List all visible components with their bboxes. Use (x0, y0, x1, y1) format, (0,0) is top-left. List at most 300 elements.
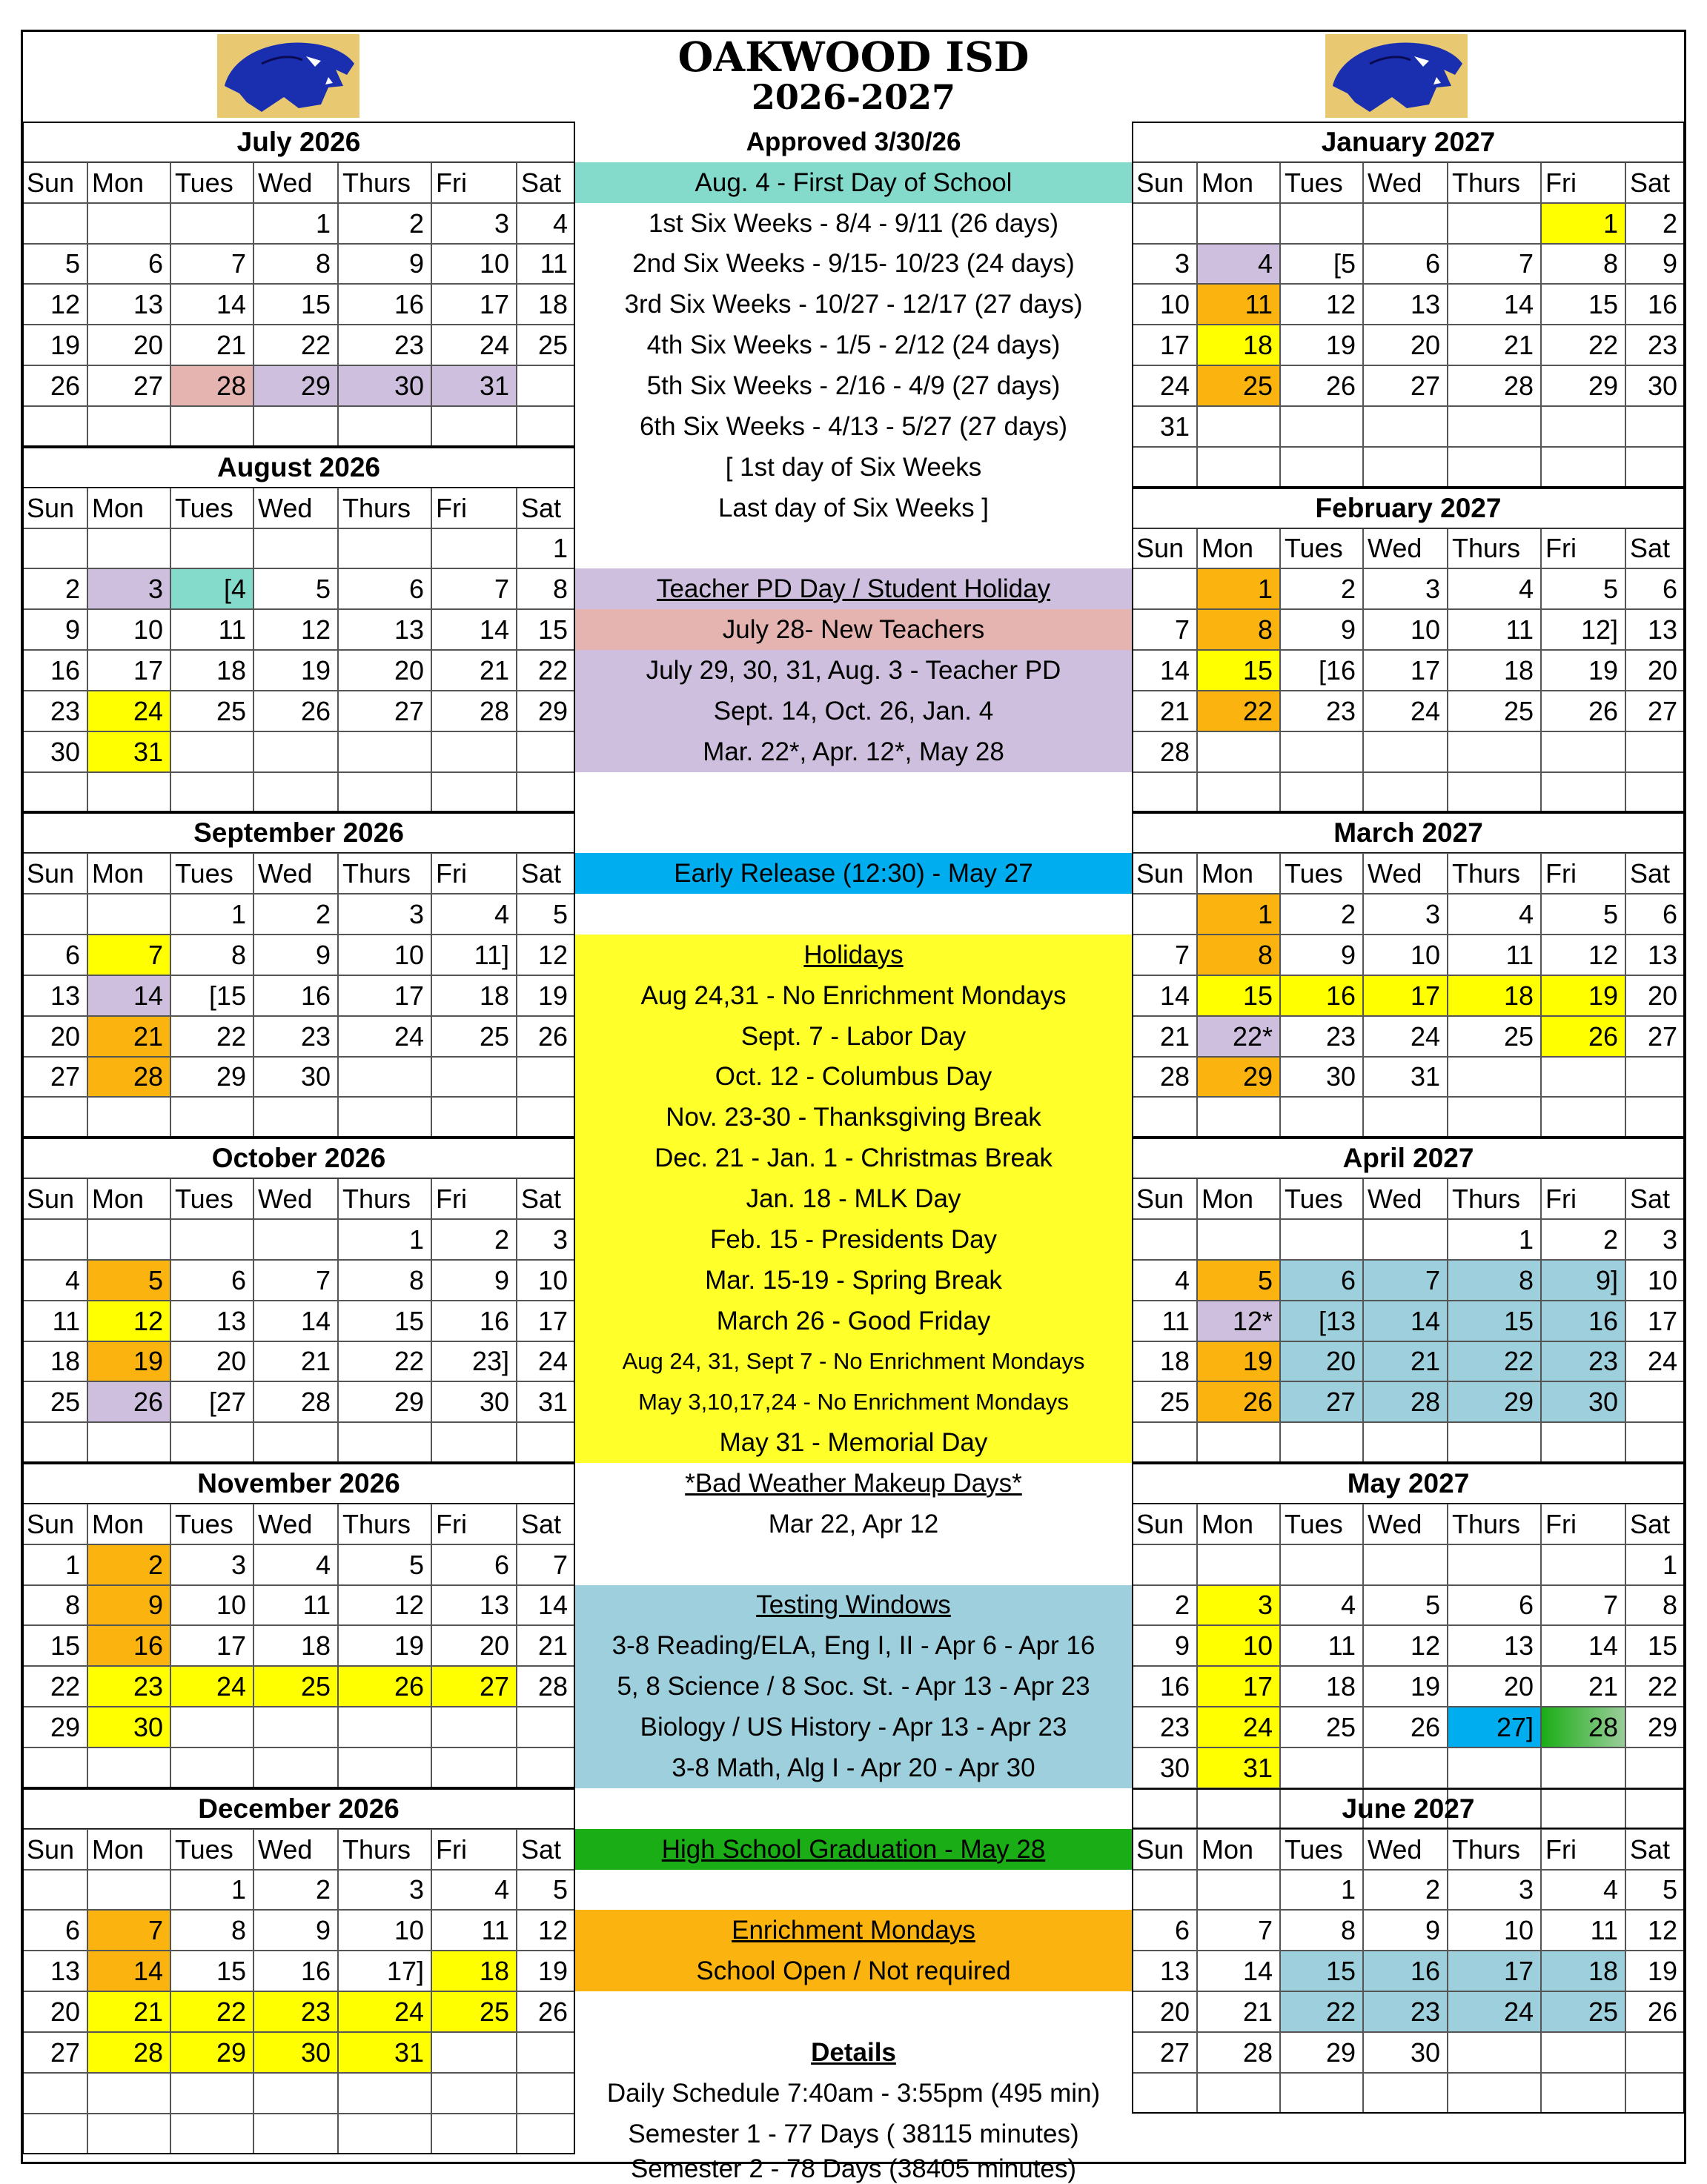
day-cell[interactable]: 12] (1541, 609, 1625, 650)
day-cell[interactable]: 29 (1197, 1057, 1280, 1097)
day-cell[interactable]: 11 (1448, 609, 1541, 650)
day-cell[interactable]: 12 (338, 1585, 431, 1625)
day-cell[interactable]: 25 (1541, 1991, 1625, 2032)
day-cell[interactable]: 12 (517, 1910, 575, 1951)
day-cell[interactable]: 6 (22, 935, 87, 975)
day-cell[interactable]: 8 (517, 568, 575, 609)
day-cell[interactable]: 10 (1448, 1910, 1541, 1951)
day-cell[interactable]: 17 (1448, 1951, 1541, 1991)
day-cell[interactable]: 28 (517, 1666, 575, 1707)
day-cell[interactable]: 12 (22, 284, 87, 325)
day-cell[interactable]: 5 (338, 1544, 431, 1585)
day-cell[interactable]: 28 (1132, 731, 1197, 772)
day-cell[interactable]: 19 (1541, 975, 1625, 1016)
day-cell[interactable]: 29 (1625, 1707, 1685, 1747)
day-cell[interactable]: 29 (1448, 1381, 1541, 1422)
day-cell[interactable]: 15 (1625, 1625, 1685, 1666)
day-cell[interactable]: 24 (1197, 1707, 1280, 1747)
day-cell[interactable]: 23 (253, 1016, 338, 1057)
day-cell[interactable]: 18 (253, 1625, 338, 1666)
day-cell[interactable]: 30 (1132, 1747, 1197, 1788)
day-cell[interactable]: 8 (170, 1910, 253, 1951)
day-cell[interactable]: 3 (1363, 894, 1448, 935)
day-cell[interactable]: 28 (431, 691, 517, 731)
day-cell[interactable]: 28 (1541, 1707, 1625, 1747)
day-cell[interactable]: 9 (22, 609, 87, 650)
day-cell[interactable]: 27 (1625, 691, 1685, 731)
day-cell[interactable]: 1 (170, 1870, 253, 1910)
day-cell[interactable]: 22 (170, 1991, 253, 2032)
day-cell[interactable]: 27 (431, 1666, 517, 1707)
day-cell[interactable]: 1 (1197, 568, 1280, 609)
day-cell[interactable]: 24 (170, 1666, 253, 1707)
day-cell[interactable]: 29 (170, 2032, 253, 2073)
day-cell[interactable]: 26 (1197, 1381, 1280, 1422)
day-cell[interactable]: 12 (1625, 1910, 1685, 1951)
day-cell[interactable]: 10 (431, 244, 517, 284)
day-cell[interactable]: 5 (1197, 1260, 1280, 1301)
day-cell[interactable]: 30 (22, 731, 87, 772)
day-cell[interactable]: 26 (1541, 1016, 1625, 1057)
day-cell[interactable]: 5 (1541, 894, 1625, 935)
day-cell[interactable]: [27 (170, 1381, 253, 1422)
day-cell[interactable]: 27 (22, 1057, 87, 1097)
day-cell[interactable]: 9 (338, 244, 431, 284)
day-cell[interactable]: 20 (431, 1625, 517, 1666)
day-cell[interactable]: 8 (170, 935, 253, 975)
day-cell[interactable]: 8 (1197, 609, 1280, 650)
day-cell[interactable]: 23 (1541, 1341, 1625, 1381)
day-cell[interactable]: 18 (431, 1951, 517, 1991)
day-cell[interactable]: 9 (1625, 244, 1685, 284)
day-cell[interactable]: 31 (1132, 406, 1197, 447)
day-cell[interactable]: 23 (253, 1991, 338, 2032)
day-cell[interactable]: 19 (22, 325, 87, 365)
day-cell[interactable]: 3 (338, 894, 431, 935)
day-cell[interactable]: 5 (1363, 1585, 1448, 1625)
day-cell[interactable]: 19 (517, 975, 575, 1016)
day-cell[interactable]: 30 (87, 1707, 170, 1747)
day-cell[interactable]: 7 (87, 935, 170, 975)
day-cell[interactable]: 1 (1541, 203, 1625, 244)
day-cell[interactable]: 12* (1197, 1301, 1280, 1341)
day-cell[interactable]: 10 (87, 609, 170, 650)
day-cell[interactable]: 20 (22, 1991, 87, 2032)
day-cell[interactable]: 14 (1448, 284, 1541, 325)
day-cell[interactable]: 6 (338, 568, 431, 609)
day-cell[interactable]: 19 (1280, 325, 1363, 365)
day-cell[interactable]: 9 (1280, 935, 1363, 975)
day-cell[interactable]: 17 (431, 284, 517, 325)
day-cell[interactable]: 10 (1625, 1260, 1685, 1301)
day-cell[interactable]: 18 (1197, 325, 1280, 365)
day-cell[interactable]: 15 (338, 1301, 431, 1341)
day-cell[interactable]: 15 (1280, 1951, 1363, 1991)
day-cell[interactable]: 15 (1448, 1301, 1541, 1341)
day-cell[interactable]: 23 (1280, 1016, 1363, 1057)
day-cell[interactable]: 28 (87, 1057, 170, 1097)
day-cell[interactable]: 30 (431, 1381, 517, 1422)
day-cell[interactable]: 13 (431, 1585, 517, 1625)
day-cell[interactable]: 15 (1197, 975, 1280, 1016)
day-cell[interactable]: 4 (517, 203, 575, 244)
day-cell[interactable]: 21 (1132, 1016, 1197, 1057)
day-cell[interactable]: 3 (517, 1219, 575, 1260)
day-cell[interactable]: 3 (431, 203, 517, 244)
day-cell[interactable]: 30 (338, 365, 431, 406)
day-cell[interactable]: 14 (1541, 1625, 1625, 1666)
day-cell[interactable]: 11 (1448, 935, 1541, 975)
day-cell[interactable]: 7 (517, 1544, 575, 1585)
day-cell[interactable]: 16 (22, 650, 87, 691)
day-cell[interactable]: 22 (170, 1016, 253, 1057)
day-cell[interactable]: 19 (517, 1951, 575, 1991)
day-cell[interactable]: 5 (1541, 568, 1625, 609)
day-cell[interactable]: 13 (1625, 935, 1685, 975)
day-cell[interactable]: 11 (431, 1910, 517, 1951)
day-cell[interactable]: 9 (253, 935, 338, 975)
day-cell[interactable]: 25 (1197, 365, 1280, 406)
day-cell[interactable]: 14 (431, 609, 517, 650)
day-cell[interactable]: 31 (431, 365, 517, 406)
day-cell[interactable]: 7 (1363, 1260, 1448, 1301)
day-cell[interactable]: 22 (22, 1666, 87, 1707)
day-cell[interactable]: 26 (517, 1991, 575, 2032)
day-cell[interactable]: 17 (1625, 1301, 1685, 1341)
day-cell[interactable]: 16 (1541, 1301, 1625, 1341)
day-cell[interactable]: 13 (1363, 284, 1448, 325)
day-cell[interactable]: 23] (431, 1341, 517, 1381)
day-cell[interactable]: 21 (1197, 1991, 1280, 2032)
day-cell[interactable]: 14 (170, 284, 253, 325)
day-cell[interactable]: 2 (431, 1219, 517, 1260)
day-cell[interactable]: [15 (170, 975, 253, 1016)
day-cell[interactable]: 26 (1541, 691, 1625, 731)
day-cell[interactable]: 20 (170, 1341, 253, 1381)
day-cell[interactable]: 30 (1280, 1057, 1363, 1097)
day-cell[interactable]: 31 (517, 1381, 575, 1422)
day-cell[interactable]: 11 (1541, 1910, 1625, 1951)
day-cell[interactable]: 17 (1197, 1666, 1280, 1707)
day-cell[interactable]: 18 (1448, 975, 1541, 1016)
day-cell[interactable]: 29 (253, 365, 338, 406)
day-cell[interactable]: 24 (517, 1341, 575, 1381)
day-cell[interactable]: 8 (22, 1585, 87, 1625)
day-cell[interactable]: 15 (22, 1625, 87, 1666)
day-cell[interactable]: 13 (22, 975, 87, 1016)
day-cell[interactable]: 14 (1363, 1301, 1448, 1341)
day-cell[interactable]: 10 (170, 1585, 253, 1625)
day-cell[interactable]: 17 (517, 1301, 575, 1341)
day-cell[interactable]: 1 (22, 1544, 87, 1585)
day-cell[interactable]: 20 (1132, 1991, 1197, 2032)
day-cell[interactable]: 26 (253, 691, 338, 731)
day-cell[interactable]: 18 (1280, 1666, 1363, 1707)
day-cell[interactable]: 16 (87, 1625, 170, 1666)
day-cell[interactable]: 14 (87, 975, 170, 1016)
day-cell[interactable]: 24 (338, 1991, 431, 2032)
day-cell[interactable]: 2 (1132, 1585, 1197, 1625)
day-cell[interactable]: 6 (431, 1544, 517, 1585)
day-cell[interactable]: 3 (338, 1870, 431, 1910)
day-cell[interactable]: 20 (1448, 1666, 1541, 1707)
day-cell[interactable]: 25 (22, 1381, 87, 1422)
day-cell[interactable]: 9 (1132, 1625, 1197, 1666)
day-cell[interactable]: 13 (87, 284, 170, 325)
day-cell[interactable]: 17 (338, 975, 431, 1016)
day-cell[interactable]: 23 (338, 325, 431, 365)
day-cell[interactable]: 23 (87, 1666, 170, 1707)
day-cell[interactable]: 10 (338, 1910, 431, 1951)
day-cell[interactable]: 27 (1132, 2032, 1197, 2073)
day-cell[interactable]: 2 (253, 1870, 338, 1910)
day-cell[interactable]: 9 (431, 1260, 517, 1301)
day-cell[interactable]: 9] (1541, 1260, 1625, 1301)
day-cell[interactable]: 8 (253, 244, 338, 284)
day-cell[interactable]: 2 (1541, 1219, 1625, 1260)
day-cell[interactable]: 11 (253, 1585, 338, 1625)
day-cell[interactable]: 3 (87, 568, 170, 609)
day-cell[interactable]: 24 (338, 1016, 431, 1057)
day-cell[interactable]: 22 (1448, 1341, 1541, 1381)
day-cell[interactable]: 4 (22, 1260, 87, 1301)
day-cell[interactable]: 16 (431, 1301, 517, 1341)
day-cell[interactable]: 17] (338, 1951, 431, 1991)
day-cell[interactable]: 18 (170, 650, 253, 691)
day-cell[interactable]: 25 (170, 691, 253, 731)
day-cell[interactable]: 12 (1363, 1625, 1448, 1666)
day-cell[interactable]: 4 (1448, 894, 1541, 935)
day-cell[interactable]: 15 (1541, 284, 1625, 325)
day-cell[interactable]: 25 (431, 1991, 517, 2032)
day-cell[interactable]: 5 (517, 894, 575, 935)
day-cell[interactable]: 16 (253, 1951, 338, 1991)
day-cell[interactable]: 25 (1132, 1381, 1197, 1422)
day-cell[interactable]: 12 (253, 609, 338, 650)
day-cell[interactable]: 29 (1280, 2032, 1363, 2073)
day-cell[interactable]: 8 (1448, 1260, 1541, 1301)
day-cell[interactable]: 12 (1280, 284, 1363, 325)
day-cell[interactable]: 5 (253, 568, 338, 609)
day-cell[interactable]: 14 (517, 1585, 575, 1625)
day-cell[interactable]: 16 (1625, 284, 1685, 325)
day-cell[interactable]: 5 (1625, 1870, 1685, 1910)
day-cell[interactable]: 27 (1625, 1016, 1685, 1057)
day-cell[interactable]: 3 (1132, 244, 1197, 284)
day-cell[interactable]: 13 (1448, 1625, 1541, 1666)
day-cell[interactable]: 24 (87, 691, 170, 731)
day-cell[interactable]: 17 (1363, 975, 1448, 1016)
day-cell[interactable]: 3 (1448, 1870, 1541, 1910)
day-cell[interactable]: 2 (1625, 203, 1685, 244)
day-cell[interactable]: 31 (1363, 1057, 1448, 1097)
day-cell[interactable]: 16 (1132, 1666, 1197, 1707)
day-cell[interactable]: 12 (87, 1301, 170, 1341)
day-cell[interactable]: 17 (1132, 325, 1197, 365)
day-cell[interactable]: [13 (1280, 1301, 1363, 1341)
day-cell[interactable]: 24 (1363, 1016, 1448, 1057)
day-cell[interactable]: 5 (22, 244, 87, 284)
day-cell[interactable]: 4 (1541, 1870, 1625, 1910)
day-cell[interactable]: 15 (1197, 650, 1280, 691)
day-cell[interactable]: 25 (517, 325, 575, 365)
day-cell[interactable]: 10 (1363, 935, 1448, 975)
day-cell[interactable]: 28 (1448, 365, 1541, 406)
day-cell[interactable]: 3 (1625, 1219, 1685, 1260)
day-cell[interactable]: 18 (517, 284, 575, 325)
day-cell[interactable]: [16 (1280, 650, 1363, 691)
day-cell[interactable]: 5 (87, 1260, 170, 1301)
day-cell[interactable]: 13 (1132, 1951, 1197, 1991)
day-cell[interactable]: 6 (1448, 1585, 1541, 1625)
day-cell[interactable]: 18 (431, 975, 517, 1016)
day-cell[interactable]: 7 (1448, 244, 1541, 284)
day-cell[interactable]: 10 (1197, 1625, 1280, 1666)
day-cell[interactable]: 2 (1280, 894, 1363, 935)
day-cell[interactable]: 26 (517, 1016, 575, 1057)
day-cell[interactable]: 1 (1625, 1544, 1685, 1585)
day-cell[interactable]: 24 (1625, 1341, 1685, 1381)
day-cell[interactable]: 11] (431, 935, 517, 975)
day-cell[interactable]: 25 (253, 1666, 338, 1707)
day-cell[interactable]: 3 (170, 1544, 253, 1585)
day-cell[interactable]: 26 (338, 1666, 431, 1707)
day-cell[interactable]: 6 (1132, 1910, 1197, 1951)
day-cell[interactable]: 26 (1625, 1991, 1685, 2032)
day-cell[interactable]: 8 (1541, 244, 1625, 284)
day-cell[interactable]: 19 (1363, 1666, 1448, 1707)
day-cell[interactable]: 20 (1280, 1341, 1363, 1381)
day-cell[interactable]: 9 (87, 1585, 170, 1625)
day-cell[interactable]: 12 (517, 935, 575, 975)
day-cell[interactable]: 28 (1363, 1381, 1448, 1422)
day-cell[interactable]: 10 (1132, 284, 1197, 325)
day-cell[interactable]: 23 (1280, 691, 1363, 731)
day-cell[interactable]: 2 (22, 568, 87, 609)
day-cell[interactable]: 18 (1132, 1341, 1197, 1381)
day-cell[interactable]: 28 (1197, 2032, 1280, 2073)
day-cell[interactable]: [5 (1280, 244, 1363, 284)
day-cell[interactable]: 21 (87, 1016, 170, 1057)
day-cell[interactable]: 7 (1132, 935, 1197, 975)
day-cell[interactable]: 14 (1197, 1951, 1280, 1991)
day-cell[interactable]: 28 (87, 2032, 170, 2073)
day-cell[interactable]: 29 (338, 1381, 431, 1422)
day-cell[interactable]: 7 (170, 244, 253, 284)
day-cell[interactable]: 23 (1132, 1707, 1197, 1747)
day-cell[interactable]: 21 (170, 325, 253, 365)
day-cell[interactable]: 8 (1625, 1585, 1685, 1625)
day-cell[interactable]: 9 (253, 1910, 338, 1951)
day-cell[interactable]: 11 (1280, 1625, 1363, 1666)
day-cell[interactable]: 17 (87, 650, 170, 691)
day-cell[interactable]: 15 (253, 284, 338, 325)
day-cell[interactable]: 13 (170, 1301, 253, 1341)
day-cell[interactable]: 18 (1448, 650, 1541, 691)
day-cell[interactable]: 30 (1363, 2032, 1448, 2073)
day-cell[interactable]: 22 (338, 1341, 431, 1381)
day-cell[interactable]: 4 (1132, 1260, 1197, 1301)
day-cell[interactable]: 24 (1363, 691, 1448, 731)
day-cell[interactable]: 11 (517, 244, 575, 284)
day-cell[interactable]: 31 (1197, 1747, 1280, 1788)
day-cell[interactable]: 6 (22, 1910, 87, 1951)
day-cell[interactable]: 4 (1197, 244, 1280, 284)
day-cell[interactable]: 22 (253, 325, 338, 365)
day-cell[interactable]: 4 (253, 1544, 338, 1585)
day-cell[interactable]: 4 (1448, 568, 1541, 609)
day-cell[interactable]: 1 (170, 894, 253, 935)
day-cell[interactable]: 26 (22, 365, 87, 406)
day-cell[interactable]: 7 (1541, 1585, 1625, 1625)
day-cell[interactable]: 8 (1280, 1910, 1363, 1951)
day-cell[interactable]: 27] (1448, 1707, 1541, 1747)
day-cell[interactable]: 14 (253, 1301, 338, 1341)
day-cell[interactable]: 4 (431, 894, 517, 935)
day-cell[interactable]: 20 (1363, 325, 1448, 365)
day-cell[interactable]: 16 (1363, 1951, 1448, 1991)
day-cell[interactable]: 21 (253, 1341, 338, 1381)
day-cell[interactable]: 26 (1280, 365, 1363, 406)
day-cell[interactable]: 2 (87, 1544, 170, 1585)
day-cell[interactable]: 23 (22, 691, 87, 731)
day-cell[interactable]: 28 (170, 365, 253, 406)
day-cell[interactable]: 23 (1363, 1991, 1448, 2032)
day-cell[interactable]: 1 (253, 203, 338, 244)
day-cell[interactable]: [4 (170, 568, 253, 609)
day-cell[interactable]: 3 (1363, 568, 1448, 609)
day-cell[interactable]: 25 (1448, 691, 1541, 731)
day-cell[interactable]: 27 (87, 365, 170, 406)
day-cell[interactable]: 10 (517, 1260, 575, 1301)
day-cell[interactable]: 7 (253, 1260, 338, 1301)
day-cell[interactable]: 11 (1132, 1301, 1197, 1341)
day-cell[interactable]: 14 (1132, 975, 1197, 1016)
day-cell[interactable]: 22 (1280, 1991, 1363, 2032)
day-cell[interactable]: 16 (1280, 975, 1363, 1016)
day-cell[interactable]: 21 (431, 650, 517, 691)
day-cell[interactable]: 21 (517, 1625, 575, 1666)
day-cell[interactable]: 2 (1280, 568, 1363, 609)
day-cell[interactable]: 29 (1541, 365, 1625, 406)
day-cell[interactable]: 22 (1541, 325, 1625, 365)
day-cell[interactable]: 11 (170, 609, 253, 650)
day-cell[interactable]: 9 (1280, 609, 1363, 650)
day-cell[interactable]: 20 (87, 325, 170, 365)
day-cell[interactable]: 21 (1448, 325, 1541, 365)
day-cell[interactable]: 17 (1363, 650, 1448, 691)
day-cell[interactable]: 13 (22, 1951, 87, 1991)
day-cell[interactable]: 2 (1363, 1870, 1448, 1910)
day-cell[interactable]: 7 (1132, 609, 1197, 650)
day-cell[interactable]: 1 (1448, 1219, 1541, 1260)
day-cell[interactable]: 20 (338, 650, 431, 691)
day-cell[interactable]: 4 (1280, 1585, 1363, 1625)
day-cell[interactable]: 27 (1280, 1381, 1363, 1422)
day-cell[interactable]: 21 (1541, 1666, 1625, 1707)
day-cell[interactable]: 1 (1280, 1870, 1363, 1910)
day-cell[interactable]: 15 (170, 1951, 253, 1991)
day-cell[interactable]: 31 (338, 2032, 431, 2073)
day-cell[interactable]: 22 (1625, 1666, 1685, 1707)
day-cell[interactable]: 9 (1363, 1910, 1448, 1951)
day-cell[interactable]: 21 (1132, 691, 1197, 731)
day-cell[interactable]: 30 (1625, 365, 1685, 406)
day-cell[interactable]: 14 (1132, 650, 1197, 691)
day-cell[interactable]: 10 (338, 935, 431, 975)
day-cell[interactable]: 25 (1280, 1707, 1363, 1747)
day-cell[interactable]: 6 (1363, 244, 1448, 284)
